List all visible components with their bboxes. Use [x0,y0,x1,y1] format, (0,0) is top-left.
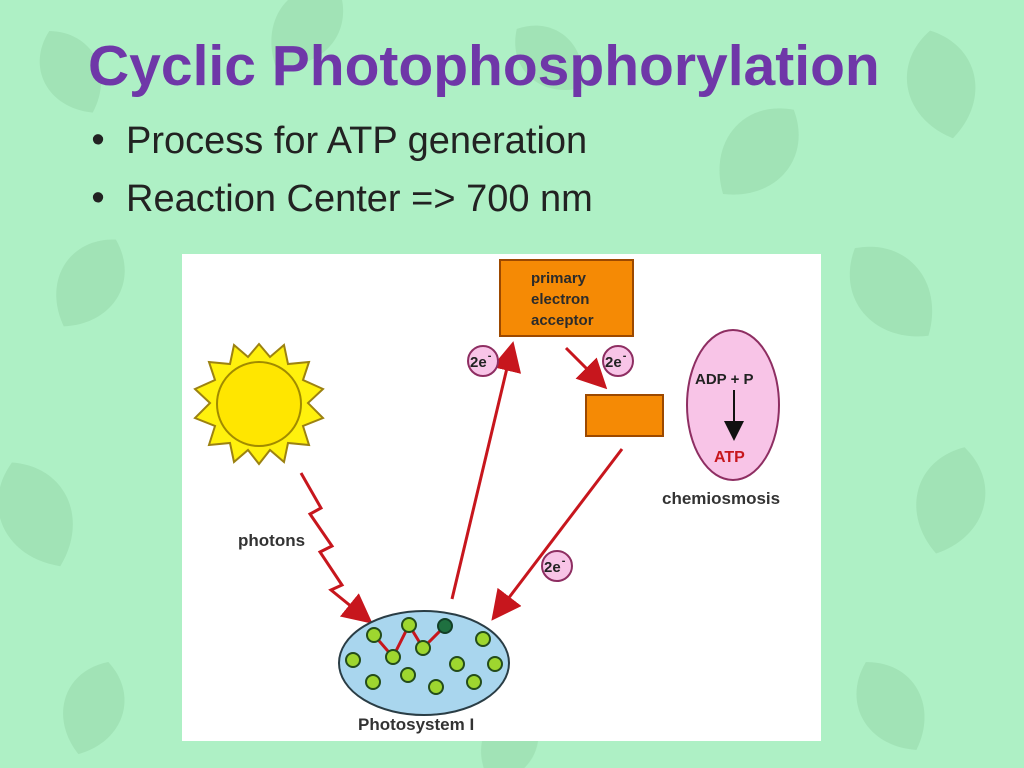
electron-return-arrow [495,449,622,616]
electron-badge-right [603,346,633,376]
electron-badge-return [542,551,572,581]
svg-text:2e-: 2e- [470,350,492,371]
pigment-molecule [450,657,464,671]
chemiosmosis-label: chemiosmosis [662,489,781,508]
reaction-center-molecule [438,619,452,633]
pigment-molecule [367,628,381,642]
acceptor-to-carrier-arrow [566,348,603,385]
pigment-molecule [366,675,380,689]
diagram-canvas [182,254,821,741]
atp-label: ATP [714,449,745,466]
svg-text:2e-: 2e- [544,555,566,576]
photons-label: photons [238,531,306,550]
bullet-item-reaction-center [88,177,593,235]
pigment-molecule [386,650,400,664]
background-leaf [828,226,955,359]
bullet-text: Reaction Center => 700 nm [126,178,593,220]
slide-title: Cyclic Photophosphorylation [88,34,880,98]
background-leaf [897,24,986,146]
pigment-molecule [467,675,481,689]
adp-plus-p-label: ADP + P [695,371,754,388]
bullet-marker: • [91,119,105,161]
background-leaf [904,439,998,563]
bullet-list [88,119,593,235]
background-leaf [50,653,136,763]
photosystem-i [339,611,509,715]
photosystem-i-label: Photosystem I [358,715,475,734]
sun-icon [195,344,323,464]
pigment-molecule [476,632,490,646]
pigment-molecule [346,653,360,667]
photosystem-i-ellipse [339,611,509,715]
pigment-molecule [429,680,443,694]
pigment-molecule [488,657,502,671]
background-leaf [697,88,819,216]
background-leaf [37,224,142,343]
electron-up-arrow [452,347,512,599]
bullet-marker: • [91,177,105,219]
photon-zigzag-arrow [301,473,368,620]
electron-badge-left [468,346,498,376]
background-leaf [0,448,92,581]
bullet-item-atp-generation [88,119,593,177]
background-leaf [839,647,943,766]
pigment-molecule [402,618,416,632]
pigment-molecule [401,668,415,682]
svg-text:2e-: 2e- [605,350,627,371]
electron-carrier-box [586,395,663,436]
pigment-molecule [416,641,430,655]
cyclic-photophosphorylation-diagram [182,254,821,741]
bullet-text: Process for ATP generation [126,120,588,162]
primary-electron-acceptor-label: primary electron acceptor [531,270,594,329]
